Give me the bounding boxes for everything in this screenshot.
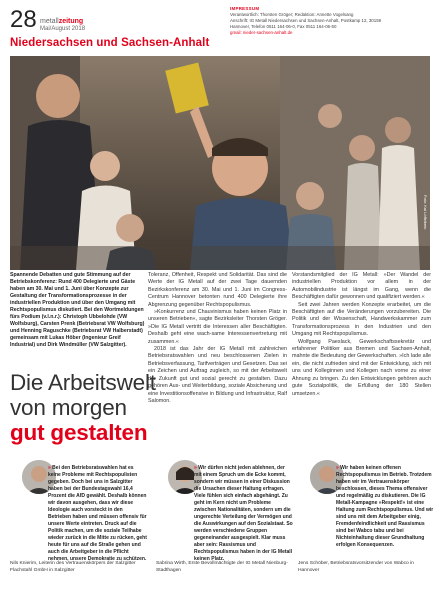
signature-name: Jens Schöber <box>298 561 328 566</box>
quote-signature-3: Jens Schöber, Betriebsratsvorsitzender von Wabco in Hannover <box>298 561 414 573</box>
impressum-heading: IMPRESSUM <box>230 6 260 11</box>
issue-date: Mai/August 2018 <box>40 26 86 32</box>
paragraph: 2018 ist das Jahr der IG Metall mit zahlreichen Betriebsratswahlen und neu beschlossenen Zielen in Betriebsverfassung, Tarifverträgen und Gesetzen. Das sei ein Zeichen und Auftrag zugleich, so mit der Arbeitswelt der Zukunft gut und sozial gerecht zu gestalten. Dazu gehören Aus- und Weiterbildung, soziale Absicherung und eine Investitionsoffensive in Bildung und Infrastruktur, Ralf Salomon. <box>148 346 287 404</box>
quote-text: Wir haben keinen offenen Rechtspopulismus im Betrieb. Trotzdem haben wir im Vertrauenskörper beschlossen, dieses Thema offensiver und regelmäßig zu diskutieren. Die IG Metall-Kampagne »Respekt!« ist eine Haltung zum Rechtspopulismus. Und wir sind uns mit dem Arbeitgeber einig, Fremdenfeindlichkeit und Rassismus sind bei Wabco tabu und bei Nichteinhaltung dieser Grundhaltung erfolgen Konsequenzen. <box>336 465 434 548</box>
paragraph: Toleranz, Offenheit, Respekt und Solidarität. Das sind die Werte der IG Metall auf der zwei Tage dauernden Bezirkskonferenz am 30. Mai und 1. Juni im Congress-Centrum Hannover betonten rund 400 Delegierte ihre Abgrenzung gegenüber Rechtspopulismus. <box>148 272 287 308</box>
quote-text: Wir dürfen nicht jeden ablehnen, der mit einem Spruch um die Ecke kommt, sondern wir müssen in einer Diskussion die Ursachen dieser Haltung erfragen. Viele fühlen sich einfach abgehängt. Zu geht im Kern nicht um Probleme zwischen Nationalitäten, sondern um die ungerechte Verteilung der Vermögen und die Auswirkungen auf den Sozialstaat. So werden verschiedene Gruppen gegeneinander ausgespielt. Klar muss aber sein: Rassismus und Rechtspopulismus haben in der IG Metall keinen Platz. <box>194 465 293 562</box>
quote-1 <box>10 465 147 563</box>
signature-name: Sabrina Wirth <box>156 561 186 566</box>
paragraph: Wolfgang Paeslack, Gewerkschaftssekretär und erfahrener Politiker aus Bremen und Sachsen-Anhalt, mahnte die Bedeutung der Gewerkschaften. »Ich lade alle ein, die nicht zufrieden sind mit der Entwicklung, sich mit uns und Kolleginnen und Kollegen nach vorne zu einer Ahnung zu bringen. Zu den Entwicklungen gehören auch gute Sozialpolitik, die Erfüllung der 180 Stellen umsetzen.« <box>292 338 431 397</box>
quote-mark: » <box>194 465 199 471</box>
page-number: 28 <box>10 6 37 33</box>
brand-suffix: zeitung <box>58 18 84 25</box>
impressum-line: Hannover, Telefon 0511 164-06-0, Fax 0511 164-06-50 <box>230 24 337 29</box>
impressum-line: Anschrift: IG Metall Niedersachsen und Sachsen-Anhalt, Postkamp 12, 30159 <box>230 18 382 23</box>
quote-mark: » <box>336 465 341 471</box>
headline-line: von morgen <box>10 395 127 420</box>
region-title: Niedersachsen und Sachsen-Anhalt <box>10 37 210 49</box>
impressum <box>230 6 430 36</box>
article-headline <box>10 370 210 445</box>
brand-logo <box>40 18 83 25</box>
photo-caption: Spannende Debatten und gute Stimmung auf der Betriebskonferenz: Rund 400 Delegierte und Gäste haben am 30. Mai und 1. Juni über Konzepte zur Gestaltung der Transformationsprozesse in der industriellen Produktion und über den Umgang mit Rechtspopulismus diskutiert. Bei den Wortmeldungen fürs Podium (v.l.n.r.): Christoph Ubbelohde (VW Wolfsburg), Carsten Prenk (Betriebsrat VW Wolfsburg) und Henning Raguschke (Betriebsrat VW Halberstadt) gemeinsam mit Lukas Höber (Ingenieur Greif Industrial) und Dirk Windmüller (VW Salzgitter). <box>10 272 145 348</box>
impressum-line: gmail: nieder-sachsen-anhalt.de <box>230 30 293 35</box>
headline-line-emphasis: gut gestalten <box>10 420 148 445</box>
paragraph: Vorstandsmitglied der IG Metall: »Der Wandel der industriellen Produktion vor allem in der Automobilindustrie ist längst im Gang, wenn die Beschäftigten dafür gewonnen und qualifiziert werden.« <box>292 272 431 301</box>
quote-3 <box>298 465 435 549</box>
quote-2 <box>156 465 293 563</box>
signature-role: Betriebsratsvorsitzender von Wabco in Hannover <box>298 561 414 573</box>
quote-text: Bei den Betriebsratswahlen hat es keine Probleme mit Rechtspopulisten gegeben. Doch bei uns in Salzgitter haben bei der Bundestagswahl 16,4 Prozent die AfD gewählt. Deshalb können wir davon ausgehen, dass wir diese Ideologie auch vorsteckt in den Betrieben haben und müssen offensiv für unsere Werte eintreten. Druck auf die Politik machen, um die soziale Teilhabe wieder zurück in die Mitte zu rücken, geht heute für uns auf die Straße gehen und auch die Arbeitgeber in die Pflicht nehmen, unsere Demokratie zu schützen. <box>48 465 147 562</box>
impressum-line: Verantwortlich: Thorsten Gröger; Redaktion: Annette Vogelsang <box>230 12 354 17</box>
article-column-2 <box>292 272 431 398</box>
paragraph: Seit zwei Jahren werden Konzepte erarbeitet, um die Beschäftigten auf die Veränderungen vorzubereiten. Die Politik und der Wissenschaft, Handwerkskammer zum Transformationsprozess in den Industrien und den Umgang mit Rechtspopulismus. <box>292 301 431 338</box>
quote-signature-2: Sabrina Wirth, Erste Bevollmächtigte der IG Metall Nienburg-Stadthagen <box>156 561 288 573</box>
signature-role: Erste Bevollmächtigte der IG Metall Nienburg-Stadthagen <box>156 561 288 573</box>
quote-mark: » <box>48 465 53 471</box>
conference-photo <box>10 56 430 270</box>
signature-role: Leiterin des Vertrauenskörpers der Salzgitter Flachstahl GmbH in Salzgitter <box>10 561 136 573</box>
brand-prefix: metall <box>40 18 59 25</box>
photo-credit: Foto: Kai Löffelbein <box>423 195 428 230</box>
quote-signature-1: Nils Knierim, Leiterin des Vertrauenskörpers der Salzgitter Flachstahl GmbH in Salzgitter <box>10 561 136 573</box>
signature-name: Nils Knierim <box>10 561 37 566</box>
paragraph: »Konkurrenz und Chauvinismus haben keinen Platz in unseren Betrieben«, sagte Bezirksleiter Thorsten Gröger. »Die IG Metall vertritt die Interessen aller Beschäftigten. Deshalb geht eine wach-same Interessenvertretung mit zusammen.« <box>148 309 287 345</box>
headline-line: Die Arbeitswelt <box>10 370 156 395</box>
